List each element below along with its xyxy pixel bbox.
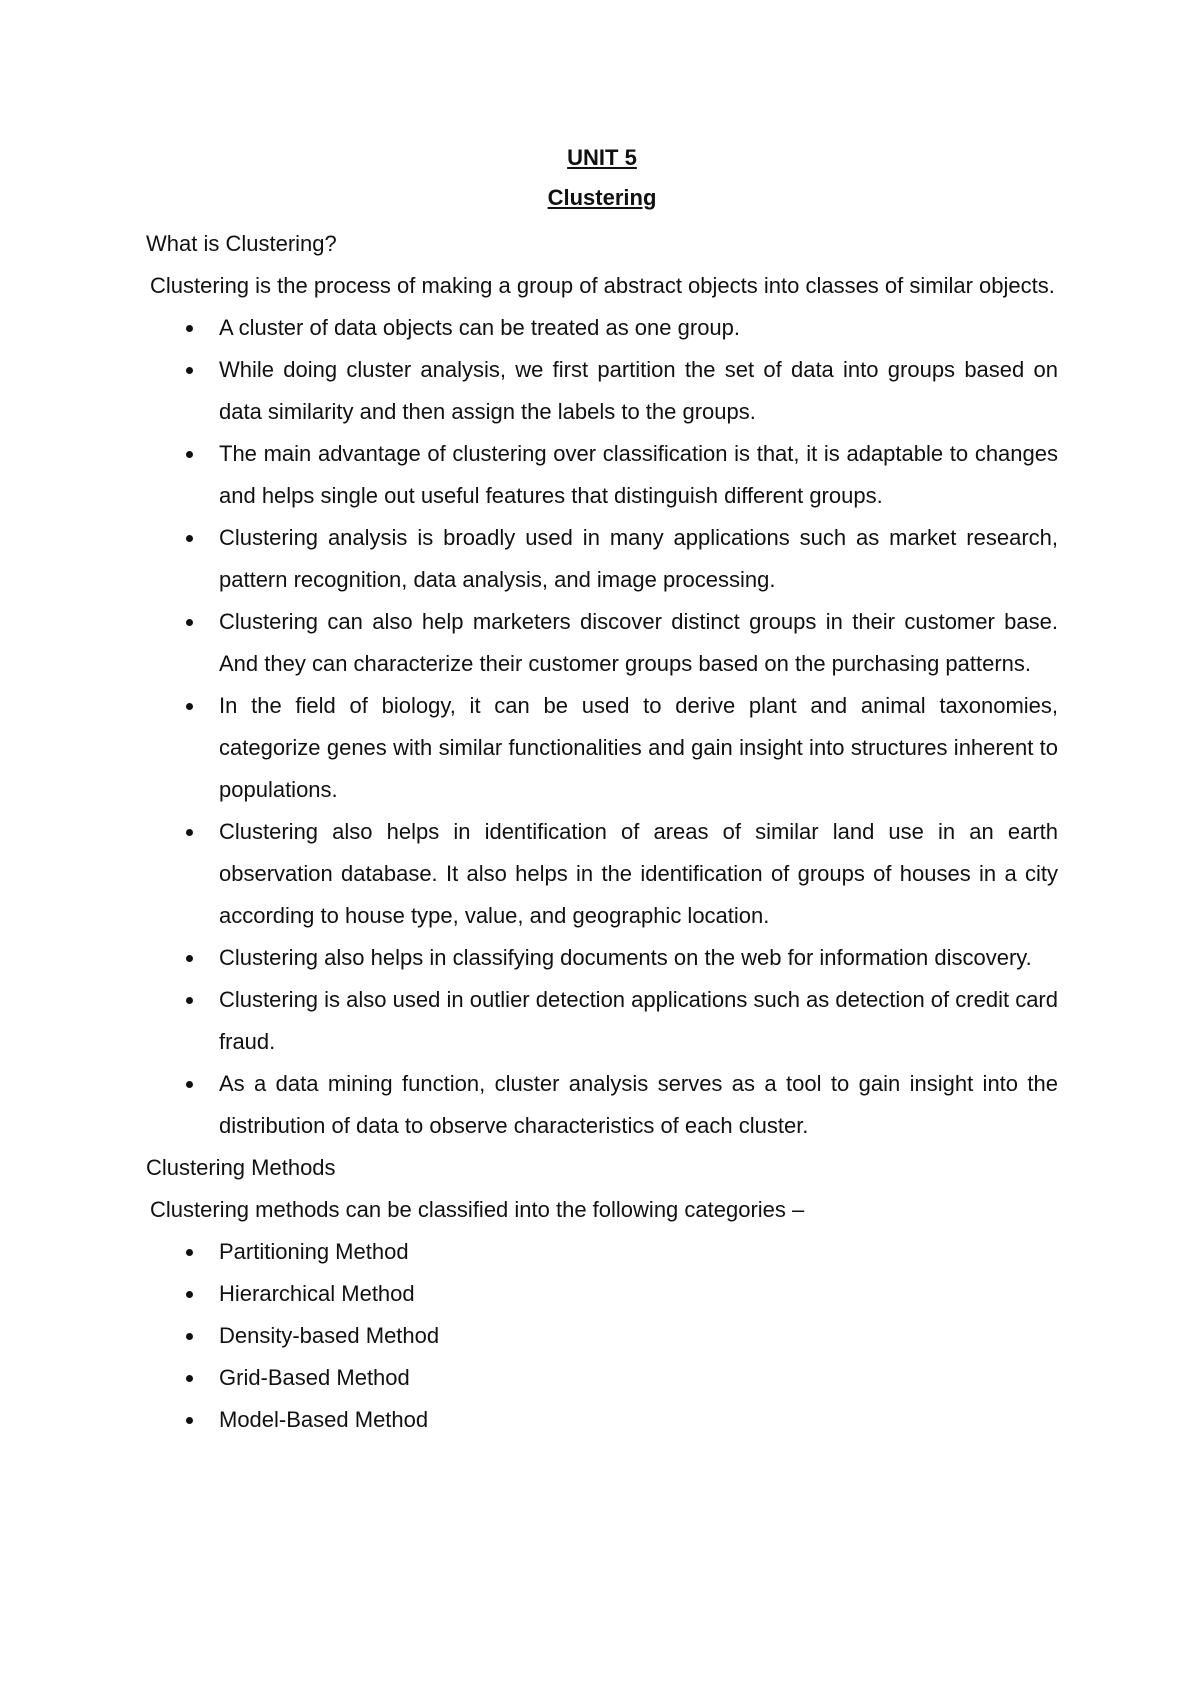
list-item: As a data mining function, cluster analysis serves as a tool to gain insight into the distribution of data to observe characteristics of each cluster. xyxy=(146,1063,1058,1147)
bullet-icon xyxy=(186,535,193,542)
list-item: The main advantage of clustering over classification is that, it is adaptable to changes and helps single out useful features that distinguish different groups. xyxy=(146,433,1058,517)
list-item: Grid-Based Method xyxy=(146,1357,1058,1399)
methods-heading: Clustering Methods xyxy=(146,1155,336,1180)
list-item: Clustering can also help marketers discover distinct groups in their customer base. And they can characterize their customer groups based on the purchasing patterns. xyxy=(146,601,1058,685)
page-content xyxy=(146,145,1058,1441)
bullet-icon xyxy=(186,619,193,626)
bullet-icon xyxy=(186,1333,193,1340)
bullet-icon xyxy=(186,997,193,1004)
bullet-icon xyxy=(186,451,193,458)
bullet-icon xyxy=(186,1249,193,1256)
bullet-icon xyxy=(186,703,193,710)
bullet-icon xyxy=(186,1291,193,1298)
list-item: Model-Based Method xyxy=(146,1399,1058,1441)
bullet-icon xyxy=(186,1417,193,1424)
list-item: Clustering also helps in classifying documents on the web for information discovery. xyxy=(146,937,1058,979)
topic-title: Clustering xyxy=(547,185,657,210)
bullet-icon xyxy=(186,955,193,962)
bullet-icon xyxy=(186,367,193,374)
list-item: Density-based Method xyxy=(146,1315,1058,1357)
clustering-methods-list xyxy=(146,1231,1058,1441)
list-item: A cluster of data objects can be treated as one group. xyxy=(146,307,1058,349)
list-item: Clustering is also used in outlier detection applications such as detection of credit card fraud. xyxy=(146,979,1058,1063)
bullet-icon xyxy=(186,325,193,332)
definition-paragraph: Clustering is the process of making a group of abstract objects into classes of similar objects. xyxy=(150,273,1055,298)
list-item: In the field of biology, it can be used to derive plant and animal taxonomies, categorize genes with similar functionalities and gain insight into structures inherent to populations. xyxy=(146,685,1058,811)
bullet-icon xyxy=(186,829,193,836)
unit-title: UNIT 5 xyxy=(567,145,637,170)
list-item: Hierarchical Method xyxy=(146,1273,1058,1315)
list-item: Clustering analysis is broadly used in many applications such as market research, pattern recognition, data analysis, and image processing. xyxy=(146,517,1058,601)
list-item: While doing cluster analysis, we first partition the set of data into groups based on data similarity and then assign the labels to the groups. xyxy=(146,349,1058,433)
bullet-icon xyxy=(186,1081,193,1088)
question-heading: What is Clustering? xyxy=(146,231,337,256)
list-item: Clustering also helps in identification of areas of similar land use in an earth observation database. It also helps in the identification of groups of houses in a city according to house type, value, and geographic location. xyxy=(146,811,1058,937)
clustering-points-list xyxy=(146,307,1058,1147)
list-item: Partitioning Method xyxy=(146,1231,1058,1273)
bullet-icon xyxy=(186,1375,193,1382)
methods-intro: Clustering methods can be classified into the following categories – xyxy=(150,1197,805,1222)
